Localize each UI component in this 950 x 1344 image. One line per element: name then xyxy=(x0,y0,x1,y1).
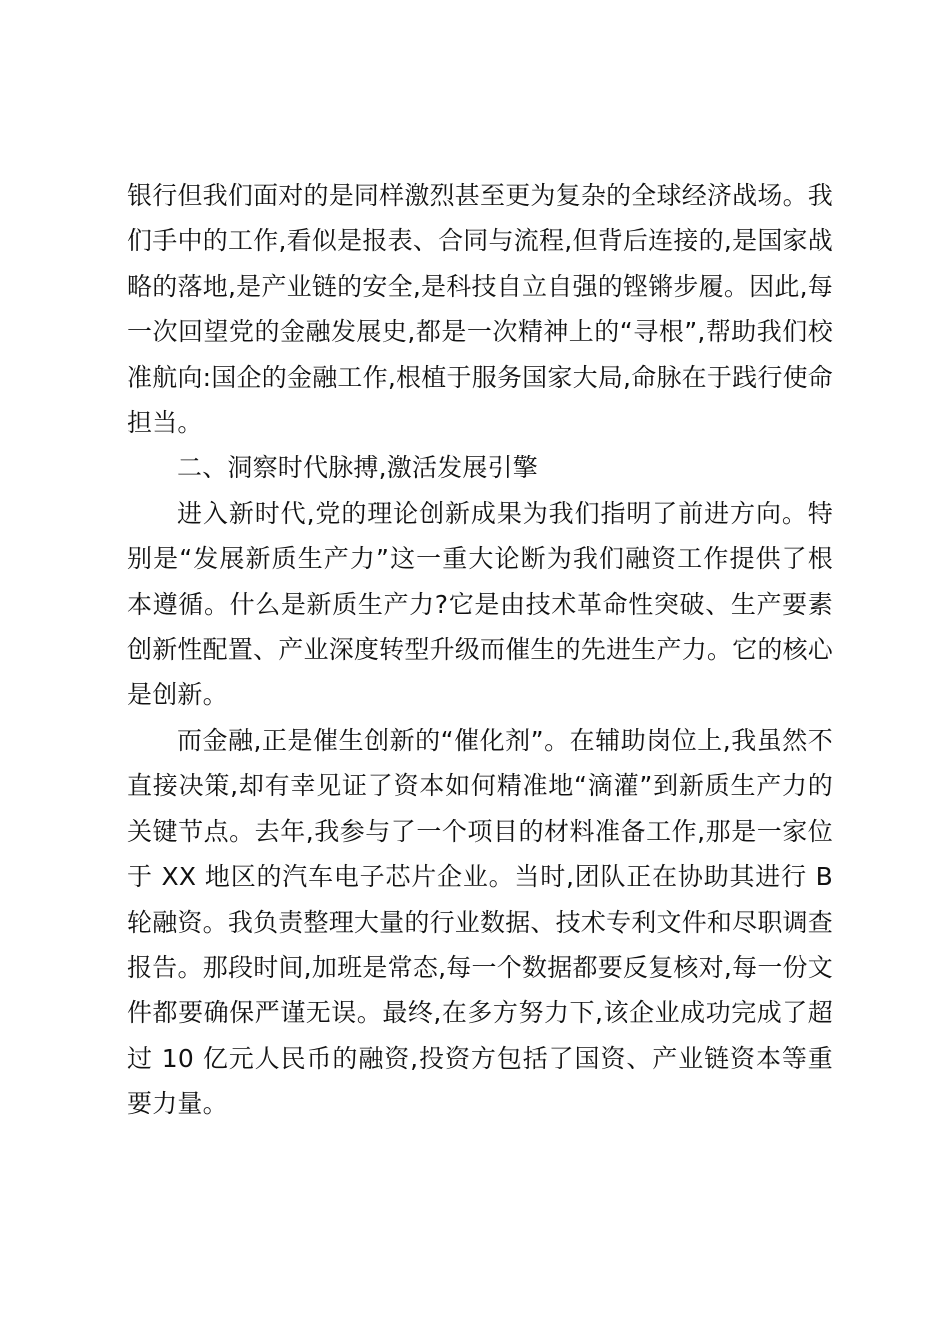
section-heading: 二、洞察时代脉搏,激活发展引擎 xyxy=(177,453,538,483)
paragraph-finance-catalyst: 而金融,正是催生创新的“催化剂”。在辅助岗位上,我虽然不直接决策,却有幸见证了资本如何精准地“滴灌”到新质生产力的关键节点。去年,我参与了一个项目的材料准备工作,那是一家位于 XX 地区的汽车电子芯片企业。当时,团队正在协助其进行 B 轮融资。我负责整理大量的行业数据、技术专利文件和尽职调查报告。那段时间,加班是常态,每一个数据都要反复核对,每一份文件都要确保严谨无误。最终,在多方努力下,该企业成功完成了超过 10 亿元人民币的融资,投资方包括了国资、产业链资本等重要力量。 xyxy=(127,725,833,1119)
paragraph-continuation: 银行但我们面对的是同样激烈甚至更为复杂的全球经济战场。我们手中的工作,看似是报表、合同与流程,但背后连接的,是国家战略的落地,是产业链的安全,是科技自立自强的铿锵步履。因此,每一次回望党的金融发展史,都是一次精神上的“寻根”,帮助我们校准航向:国企的金融工作,根植于服务国家大局,命脉在于践行使命担当。 xyxy=(127,181,833,438)
paragraph-new-productivity: 进入新时代,党的理论创新成果为我们指明了前进方向。特别是“发展新质生产力”这一重大论断为我们融资工作提供了根本遵循。什么是新质生产力?它是由技术革命性突破、生产要素创新性配置、产业深度转型升级而催生的先进生产力。它的核心是创新。 xyxy=(127,498,833,710)
document-body xyxy=(127,173,833,1127)
